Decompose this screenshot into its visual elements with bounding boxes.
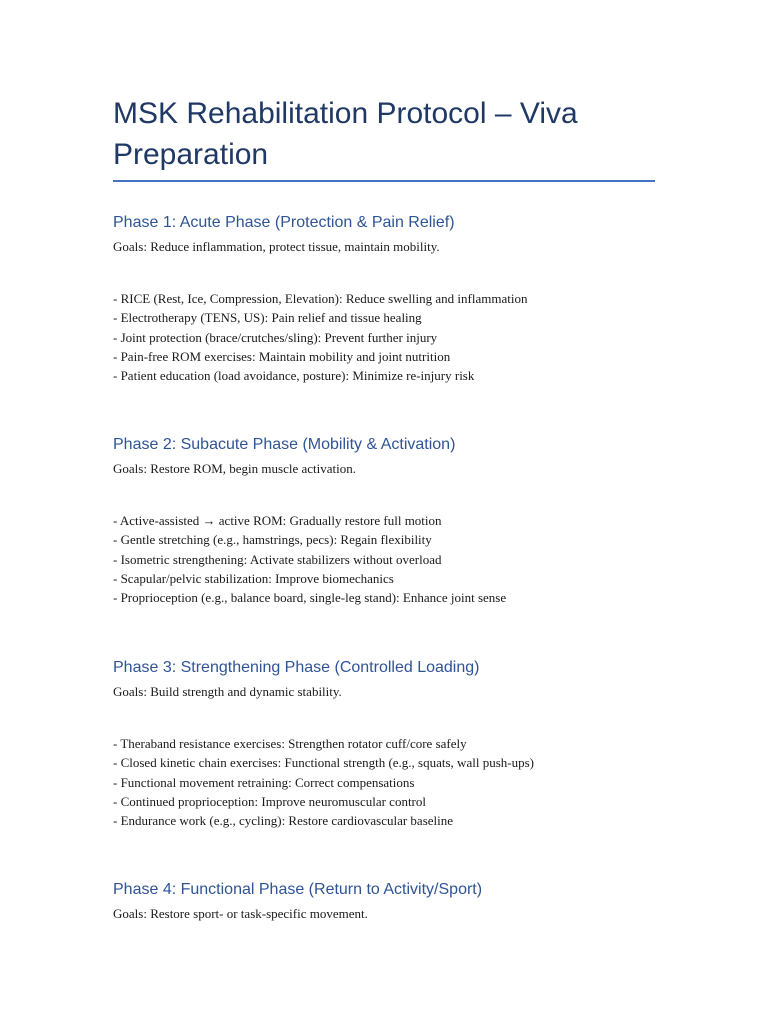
- list-item: - Endurance work (e.g., cycling): Restore cardiovascular baseline: [113, 813, 454, 829]
- phase-item-list: [113, 734, 713, 830]
- document-title: MSK Rehabilitation Protocol – Viva Preparation: [113, 97, 578, 171]
- phase-goals: Goals: Build strength and dynamic stability.: [113, 684, 342, 699]
- phase-item-list: [113, 289, 713, 385]
- phase-goals: Goals: Restore sport- or task-specific movement.: [113, 906, 368, 921]
- list-item: - Joint protection (brace/crutches/sling): Prevent further injury: [113, 329, 438, 345]
- list-item: - Proprioception (e.g., balance board, single-leg stand): Enhance joint sense: [113, 590, 507, 606]
- phase-section-4: [113, 880, 713, 922]
- list-item: - Continued proprioception: Improve neuromuscular control: [113, 793, 427, 809]
- list-item: - RICE (Rest, Ice, Compression, Elevation): Reduce swelling and inflammation: [113, 291, 528, 306]
- list-item: - Scapular/pelvic stabilization: Improve biomechanics: [113, 570, 394, 586]
- title-divider: [113, 180, 655, 182]
- phase-goals: Goals: Restore ROM, begin muscle activation.: [113, 461, 356, 476]
- phase-heading: Phase 2: Subacute Phase (Mobility & Activation): [113, 436, 456, 453]
- phase-heading: Phase 4: Functional Phase (Return to Activity/Sport): [113, 881, 483, 898]
- phase-section-1: [113, 213, 713, 385]
- list-item: - Isometric strengthening: Activate stabilizers without overload: [113, 551, 442, 567]
- list-item: - Theraband resistance exercises: Strengthen rotator cuff/core safely: [113, 736, 467, 751]
- list-item: - Functional movement retraining: Correct compensations: [113, 774, 415, 790]
- phase-section-2: [113, 435, 713, 607]
- list-item: - Closed kinetic chain exercises: Functional strength (e.g., squats, wall push-ups): [113, 755, 534, 771]
- phase-heading: Phase 3: Strengthening Phase (Controlled Loading): [113, 659, 480, 676]
- list-item: - Gentle stretching (e.g., hamstrings, pecs): Regain flexibility: [113, 532, 432, 548]
- list-item: - Pain-free ROM exercises: Maintain mobility and joint nutrition: [113, 348, 451, 364]
- list-item: - Active-assisted → active ROM: Gradually restore full motion: [113, 513, 442, 528]
- list-item: - Patient education (load avoidance, posture): Minimize re-injury risk: [113, 368, 475, 384]
- list-item: - Electrotherapy (TENS, US): Pain relief and tissue healing: [113, 310, 422, 326]
- phase-heading: Phase 1: Acute Phase (Protection & Pain Relief): [113, 214, 455, 231]
- phase-section-3: [113, 658, 713, 830]
- phase-goals: Goals: Reduce inflammation, protect tissue, maintain mobility.: [113, 239, 440, 254]
- phase-item-list: [113, 511, 713, 607]
